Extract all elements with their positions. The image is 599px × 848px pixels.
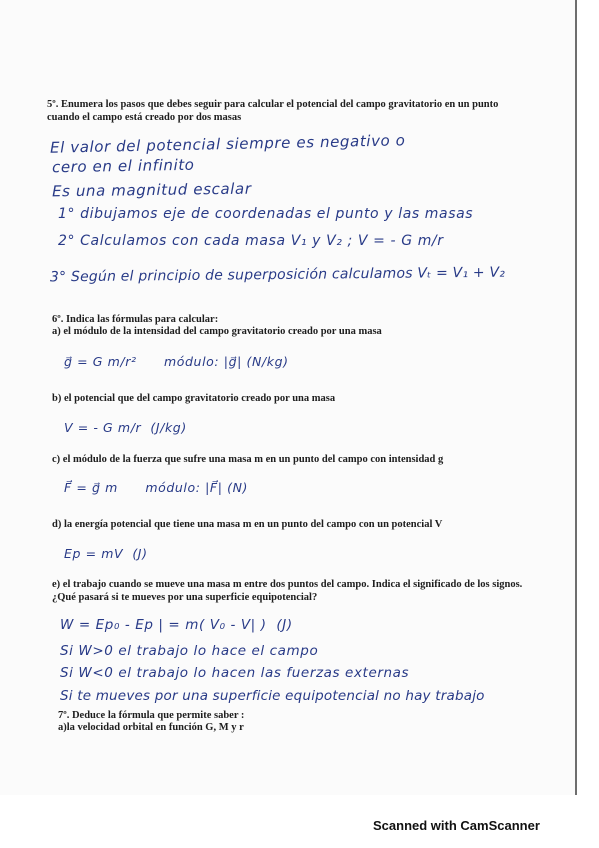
answer-6c: F⃗ = g⃗ m módulo: |F⃗| (N) — [64, 480, 249, 495]
answer-6a: g⃗ = G m/r² módulo: |g⃗| (N/kg) — [64, 354, 289, 369]
answer-5-line-4: 1° dibujamos eje de coordenadas el punto y las masas — [58, 206, 474, 222]
answer-5-line-2: cero en el infinito — [51, 155, 195, 177]
question-7a-prompt: a)la velocidad orbital en función G, M y r — [58, 722, 244, 733]
answer-6b: V = - G m/r (J/kg) — [64, 420, 187, 435]
answer-6e-line-2: Si W>0 el trabajo lo hace el campo — [60, 643, 319, 659]
question-6c-prompt: c) el módulo de la fuerza que sufre una masa m en un punto del campo con intensidad g — [52, 454, 444, 465]
question-6d-prompt: d) la energía potencial que tiene una masa m en un punto del campo con un potencial V — [52, 519, 443, 530]
question-6-prompt: 6º. Indica las fórmulas para calcular: — [52, 314, 219, 325]
question-6a-prompt: a) el módulo de la intensidad del campo gravitatorio creado por una masa — [52, 326, 382, 337]
question-5-prompt: 5º. Enumera los pasos que debes seguir para calcular el potencial del campo gravitatorio en un punto cuando el campo está creado por dos masas — [47, 99, 499, 123]
answer-5-line-3: Es una magnitud escalar — [51, 179, 252, 201]
answer-5-line-6: 3° Según el principio de superposición calculamos Vₜ = V₁ + V₂ — [49, 264, 506, 286]
question-7-prompt: 7º. Deduce la fórmula que permite saber : — [58, 710, 245, 721]
answer-6e-line-4: Si te mueves por una superficie equipotencial no hay trabajo — [60, 688, 485, 704]
answer-5-line-5: 2° Calculamos con cada masa V₁ y V₂ ; V = - G m/r — [58, 233, 444, 249]
camscanner-watermark: Scanned with CamScanner — [373, 818, 540, 833]
answer-5-line-1: El valor del potencial siempre es negativo o — [49, 131, 406, 157]
question-6b-prompt: b) el potencial que del campo gravitatorio creado por una masa — [52, 393, 336, 404]
answer-6e-line-1: W = Ep₀ - Ep | = m( V₀ - V| ) (J) — [60, 617, 293, 633]
answer-6e-line-3: Si W<0 el trabajo lo hacen las fuerzas externas — [60, 665, 410, 681]
answer-6d: Ep = mV (J) — [64, 546, 148, 561]
question-6e-prompt: e) el trabajo cuando se mueve una masa m entre dos puntos del campo. Indica el significado de los signos. ¿Qué pasará si te mueves por una superficie equipotencial? — [52, 579, 523, 603]
